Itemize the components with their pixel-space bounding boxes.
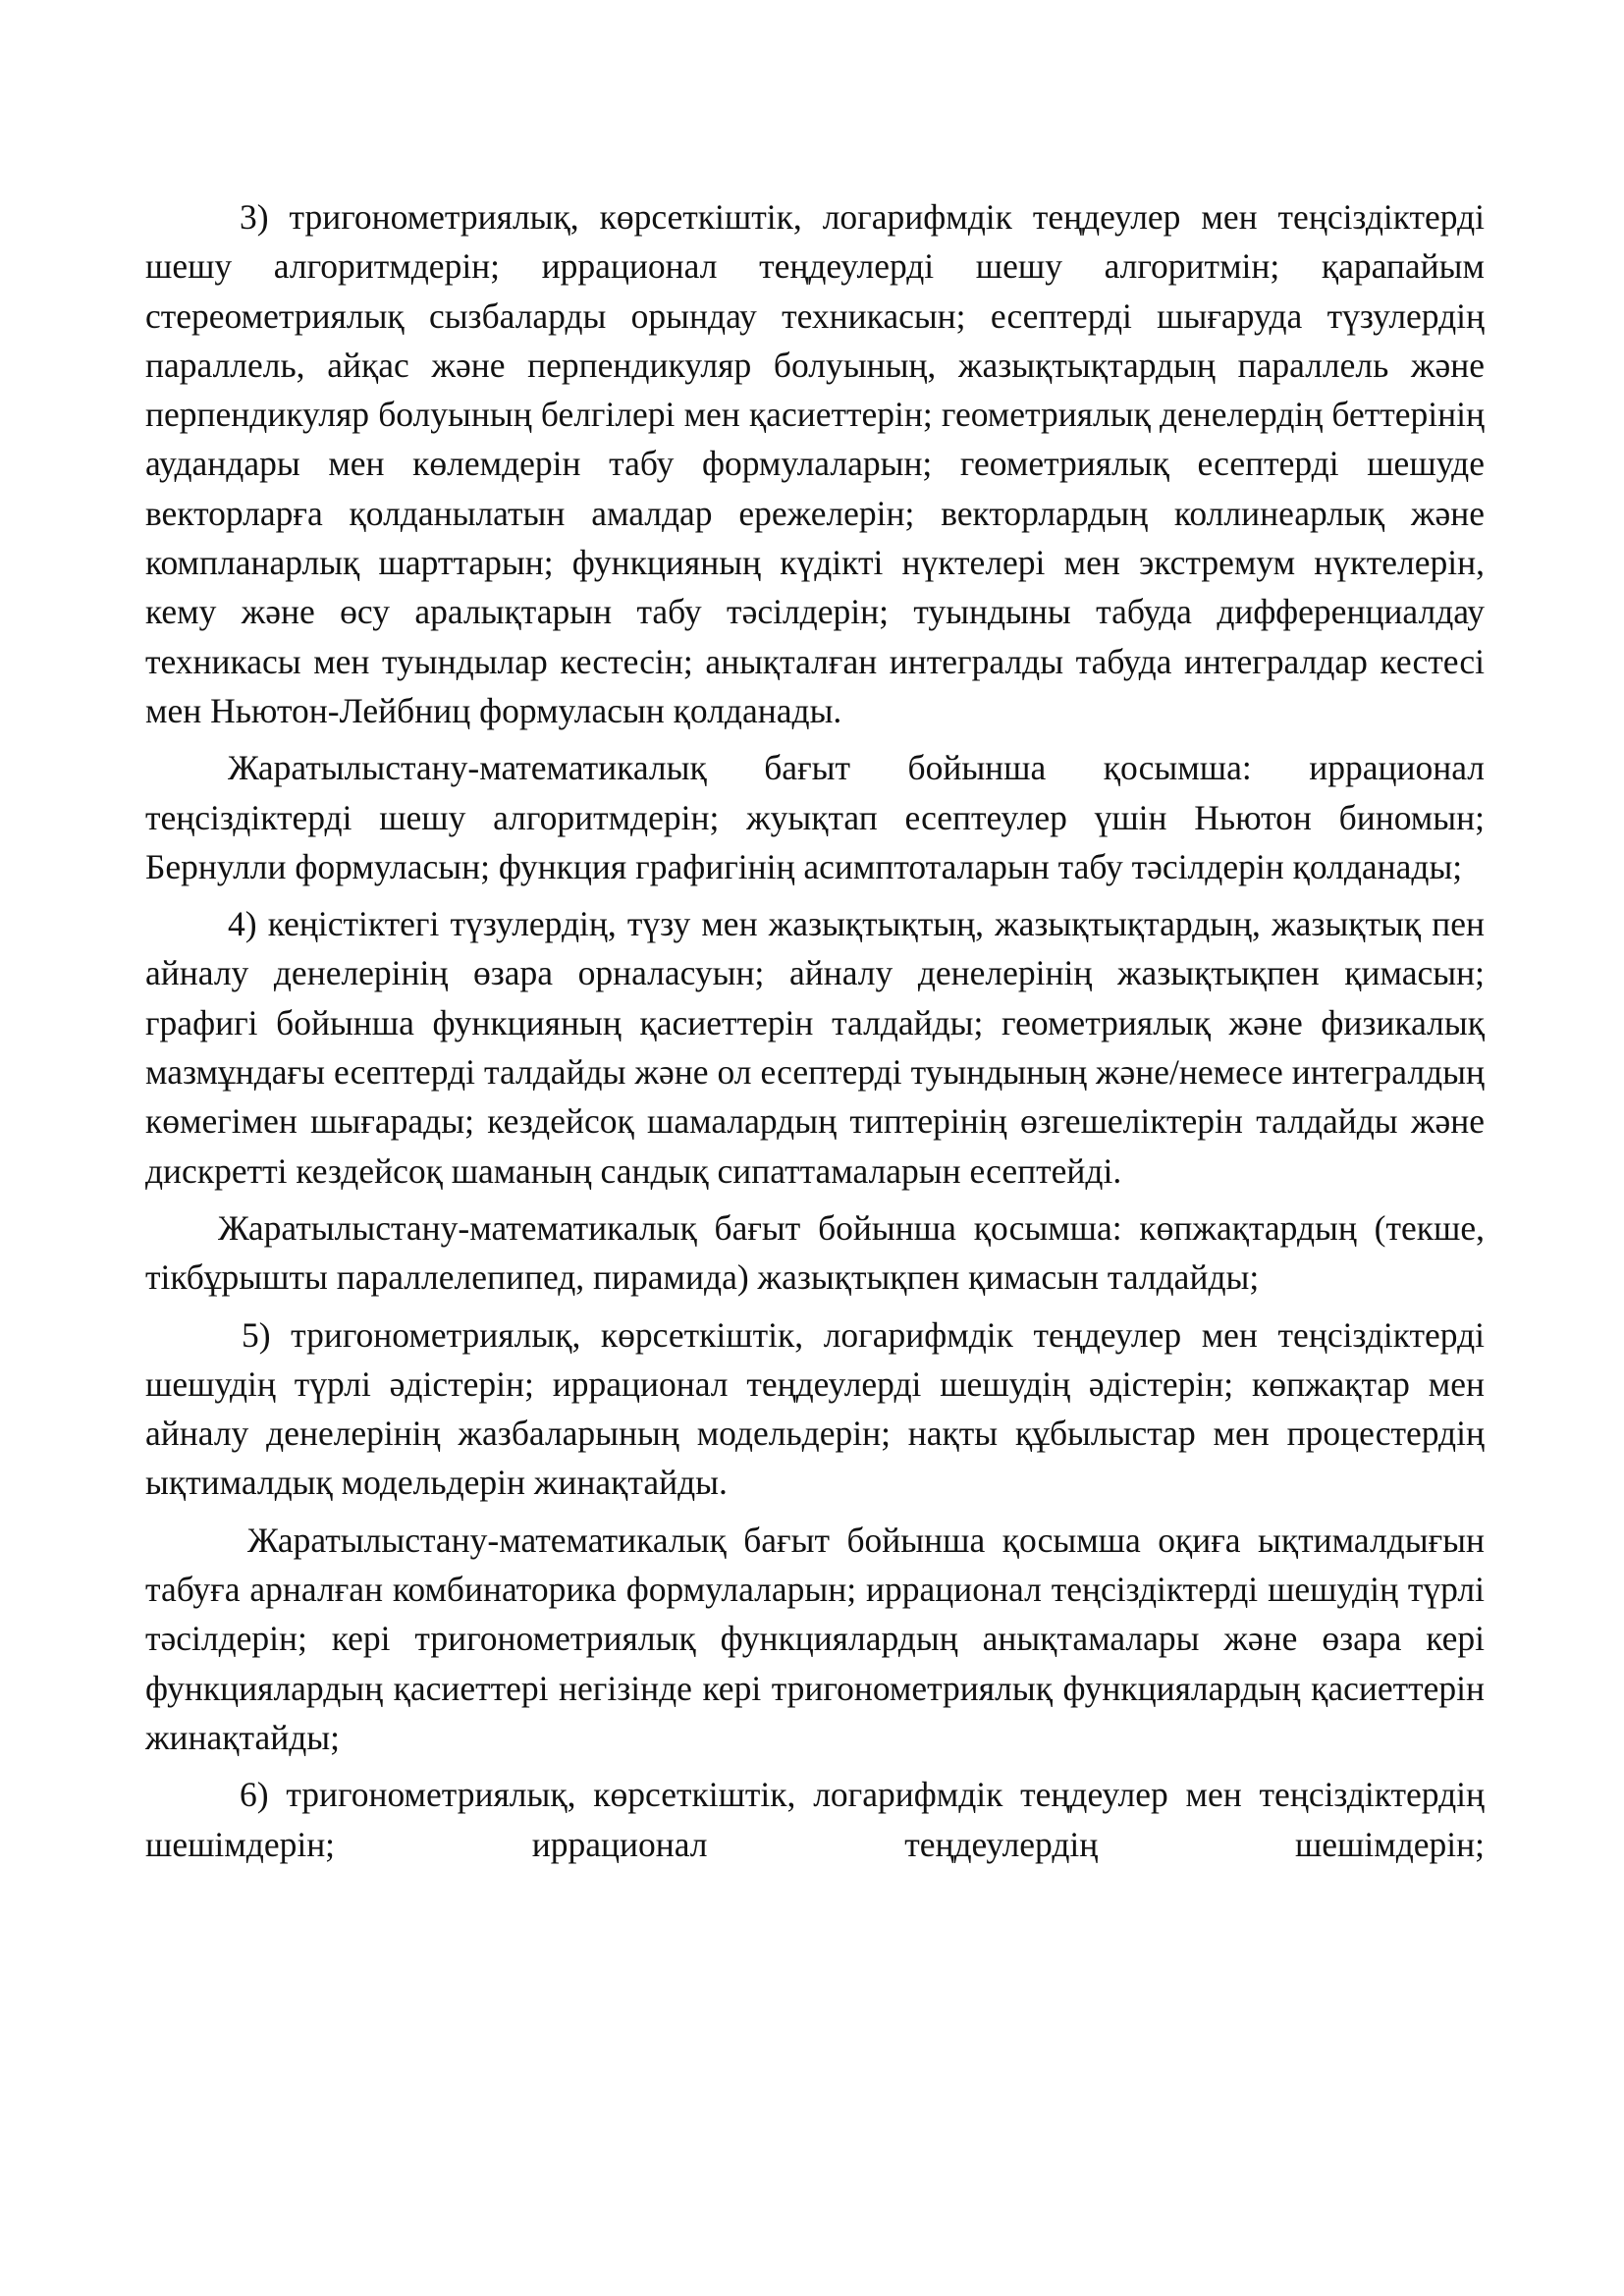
paragraph-item-4: 4) кеңістіктегі түзулердің, түзу мен жазықтықтың, жазықтықтардың, жазықтық пен айналу денелерінің өзара орналасуын; айналу денелерінің жазықтықпен қимасын; графигі бойынша функцияның қасиеттерін талдайды; геометриялық және физикалық мазмұндағы есептерді талдайды және ол есептерді туындының және/немесе интегралдың көмегімен шығарады; кездейсоқ шамалардың типтерінің өзгешеліктерін талдайды және дискретті кездейсоқ шаманың сандық сипаттамаларын есептейді. bbox=[145, 904, 1485, 1191]
document-body bbox=[145, 192, 1485, 1869]
paragraph-item-6: 6) тригонометриялық, көрсеткіштік, логарифмдік теңдеулер мен теңсіздіктердің шешімдерін; иррационал теңдеулердің шешімдерін; bbox=[145, 1775, 1485, 1864]
paragraph-supplement-5: Жаратылыстану-математикалық бағыт бойынша қосымша оқиға ықтималдығын табуға арналған комбинаторика формулаларын; иррационал теңсіздіктерді шешудің түрлі тәсілдерін; кері тригонометриялық функциялардың анықтамалары және өзара кері функциялардың қасиеттері негізінде кері тригонометриялық функциялардың қасиеттерін жинақтайды; bbox=[145, 1520, 1485, 1757]
paragraph-supplement-3: Жаратылыстану-математикалық бағыт бойынша қосымша: иррационал теңсіздіктерді шешу алгоритмдерін; жуықтап есептеулер үшін Ньютон биномын; Бернулли формуласын; функция графигінің асимптоталарын табу тәсілдерін қолданады; bbox=[145, 748, 1485, 886]
paragraph-item-3: 3) тригонометриялық, көрсеткіштік, логарифмдік теңдеулер мен теңсіздіктерді шешу алгоритмдерін; иррационал теңдеулерді шешу алгоритмін; қарапайым стереометриялық сызбаларды орындау техникасын; есептерді шығаруда түзулердің параллель, айқас және перпендикуляр болуының, жазықтықтардың параллель және перпендикуляр болуының белгілері мен қасиеттерін; геометриялық денелердің беттерінің аудандары мен көлемдерін табу формулаларын; геометриялық есептерді шешуде векторларға қолданылатын амалдар ережелерін; векторлардың коллинеарлық және компланарлық шарттарын; функцияның күдікті нүктелері мен экстремум нүктелерін, кему және өсу аралықтарын табу тәсілдерін; туындыны табуда дифференциалдау техникасы мен туындылар кестесін; анықталған интегралды табуда интегралдар кестесі мен Ньютон-Лейбниц формуласын қолданады. bbox=[145, 197, 1485, 730]
paragraph-item-5: 5) тригонометриялық, көрсеткіштік, логарифмдік теңдеулер мен теңсіздіктерді шешудің түрлі әдістерін; иррационал теңдеулерді шешудің әдістерін; көпжақтар мен айналу денелерінің жазбаларының модельдерін; нақты құбылыстар мен процестердің ықтималдық модельдерін жинақтайды. bbox=[145, 1314, 1485, 1503]
paragraph-supplement-4: Жаратылыстану-математикалық бағыт бойынша қосымша: көпжақтардың (текше, тікбұрышты параллелепипед, пирамида) жазықтықпен қимасын талдайды; bbox=[145, 1207, 1485, 1298]
